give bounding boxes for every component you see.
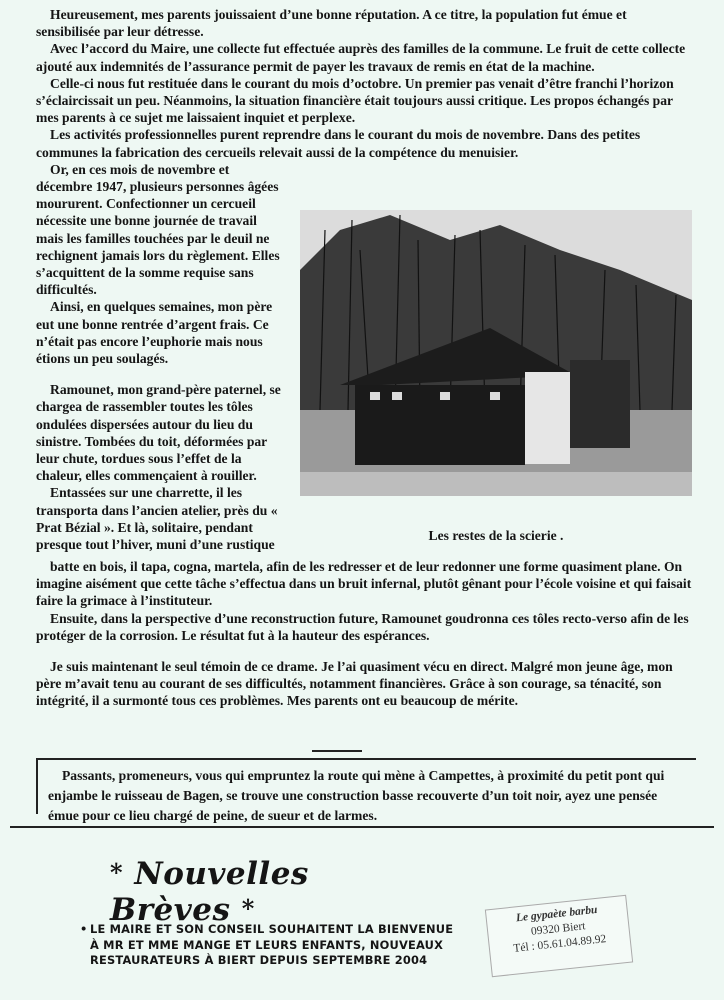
news-item (80, 922, 460, 969)
bullet-icon: • (80, 922, 88, 936)
spacer (36, 644, 692, 658)
paragraph: batte en bois, il tapa, cogna, martela, afin de les redresser et de leur redonner une forme quasiment plane. On imagine aisément que cette tâche s’effectua dans un bruit infernal, plutôt gênant pour l’école voisine et qui faisait faire la grimace à l’instituteur. (36, 559, 692, 609)
paragraph: Heureusement, mes parents jouissaient d’une bonne réputation. A ce titre, la population fut émue et sensibilisée par leur détresse. (36, 7, 627, 40)
paragraph: Ainsi, en quelques semaines, mon père eut une bonne rentrée d’argent frais. Ce n’était pas encore l’euphorie mais nous étions un peu soulagés. (36, 299, 273, 367)
stamp-phone: Tél : 05.61.04.89.92 (512, 933, 607, 955)
sawmill-photo-image (300, 210, 692, 496)
wrapped-text-column (36, 161, 286, 553)
notice-text: Passants, promeneurs, vous qui empruntez la route qui mène à Campettes, à proximité du petit pont qui enjambe le ruisseau de Bagen, se trouve une construction basse recouverte d’un toit noir, ayez une pensée émue pour ce lieu chargé de peine, de sueur et de larmes. (48, 768, 665, 823)
article-body-lower (36, 558, 692, 710)
section-title-text: Nouvelles Brèves (110, 856, 309, 928)
separator-line (312, 750, 362, 752)
section-title (110, 856, 430, 928)
paragraph: Celle-ci nous fut restituée dans le courant du mois d’octobre. Un premier pas venait d’être franchi l’horizon s’éclaircissait un peu. Néanmoins, la situation financière était toujours aussi critique. Les propos échangés par mes parents à ce sujet me laissaient inquiet et perplexe. (36, 75, 674, 126)
photo-caption: Les restes de la scierie . (428, 528, 564, 543)
notice-frame-top (36, 758, 696, 760)
paragraph: Je suis maintenant le seul témoin de ce drame. Je l’ai quasiment vécu en direct. Malgré mon jeune âge, mon père m’avait tenu au courant de ses difficultés, notamment financières. Grâce à son courage, sa ténacité, son intégrité, il a surmonté tous ces problèmes. Mes parents ont eu beaucoup de mérite. (36, 659, 673, 709)
star-icon: * (241, 894, 255, 923)
paragraph: Or, en ces mois de novembre et décembre 1947, plusieurs personnes âgées moururent. Confectionner un cercueil nécessite une bonne journée de travail mais les familles touchées par le deuil ne rechignent jamais lors du règlement. Elles s’acquittent de la somme requise sans difficultés. (36, 161, 280, 298)
news-item-text: LE MAIRE ET SON CONSEIL SOUHAITENT LA BIENVENUE À MR ET MME MANGE ET LEURS ENFANTS, NOUVEAUX RESTAURATEURS À BIERT DEPUIS SEPTEMBRE 2004 (90, 922, 454, 967)
business-stamp (485, 895, 633, 977)
star-icon: * (110, 858, 124, 887)
paragraph: Ensuite, dans la perspective d’une reconstruction future, Ramounet goudronna ces tôles recto-verso afin de les protéger de la corrosion. Le résultat fut à la hauteur des espérances. (36, 610, 689, 643)
paragraph: Les activités professionnelles purent reprendre dans le courant du mois de novembre. Dans des petites communes la fabrication des cercueils relevait aussi de la compétence du menuisier. (36, 127, 641, 160)
notice-frame-left (36, 758, 38, 814)
notice-box (48, 766, 688, 826)
notice-frame-bottom (10, 826, 714, 828)
paragraph: Avec l’accord du Maire, une collecte fut effectuée auprès des familles de la commune. Le fruit de cette collecte ajouté aux indemnités de l’assurance permit de payer les travaux de remis en état de la machine. (36, 41, 686, 74)
stamp-name: Le gypaète barbu (515, 903, 598, 925)
paragraph: Entassées sur une charrette, il les transporta dans l’ancien atelier, près du « Prat Bézial ». Et là, solitaire, pendant presque tout l’hiver, muni d’une rustique (36, 485, 278, 553)
sawmill-photo (300, 210, 692, 496)
paragraph: Ramounet, mon grand-père paternel, se chargea de rassembler toutes les tôles ondulées dispersées autour du lieu du sinistre. Tombées du toit, déformées par leur chute, tordues sous l’effet de la chaleur, elles commençaient à rouiller. (36, 382, 281, 484)
stamp-postcode: 09320 Biert (530, 920, 587, 938)
spacer (36, 367, 286, 381)
